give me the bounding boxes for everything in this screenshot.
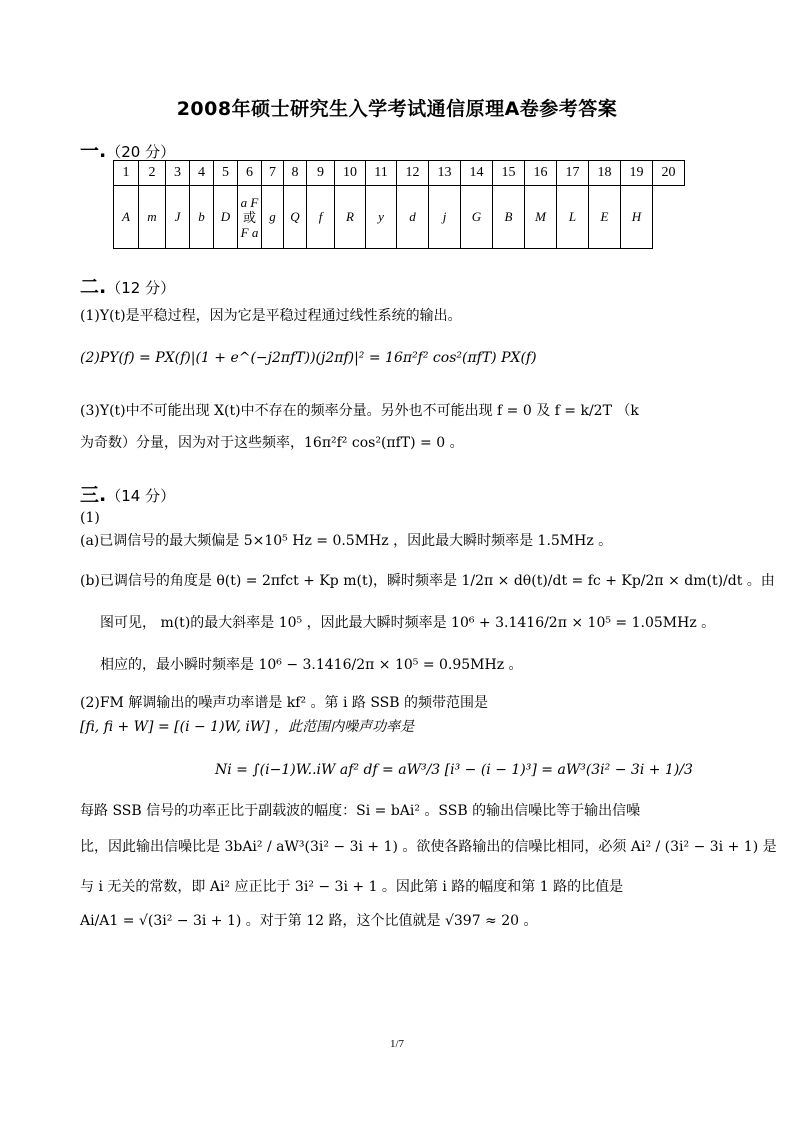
- table-answer-row: [114, 186, 685, 249]
- s3-line-b2: 图可见， m(t)的最大斜率是 10⁵ ，因此最大瞬时频率是 10⁶ + 3.1416/2π × 10⁵ = 1.05MHz 。: [100, 615, 716, 631]
- table-header-cell: 19: [621, 161, 653, 186]
- s2-line-2: (2)PY(f) = PX(f)|(1 + e^(−j2πfT))(j2πf)|² = 16π²f² cos²(πfT) PX(f): [80, 350, 537, 366]
- s3-part-2a: (2)FM 解调输出的噪声功率谱是 kf² 。第 i 路 SSB 的频带范围是: [80, 695, 489, 711]
- table-header-cell: 12: [397, 161, 429, 186]
- section-3-heading: 三.（14 分）: [80, 484, 176, 506]
- table-answer-cell: j: [429, 186, 461, 249]
- s3-line-a: (a)已调信号的最大频偏是 5×10⁵ Hz = 0.5MHz ，因此最大瞬时频率是 1.5MHz 。: [80, 533, 613, 549]
- table-header-cell: 2: [139, 161, 166, 186]
- table-header-cell: 17: [557, 161, 589, 186]
- table-answer-cell: A: [114, 186, 139, 249]
- s3-part-2g: Ai/A1 = √(3i² − 3i + 1) 。对于第 12 路，这个比值就是 √397 ≈ 20 。: [80, 913, 538, 929]
- s3-part-2b: [fi, fi + W] = [(i − 1)W, iW] ，此范围内噪声功率是: [80, 719, 415, 735]
- section-2-heading: 二.（12 分）: [80, 276, 176, 298]
- table-answer-cell: f: [307, 186, 335, 249]
- table-header-cell: 10: [335, 161, 366, 186]
- table-answer-cell: M: [525, 186, 557, 249]
- table-answer-cell: E: [589, 186, 621, 249]
- table-answer-cell: y: [366, 186, 397, 249]
- table-header-cell: 1: [114, 161, 139, 186]
- table-header-cell: 16: [525, 161, 557, 186]
- table-header-cell: 7: [262, 161, 284, 186]
- table-answer-cell: R: [335, 186, 366, 249]
- answer-table: [113, 160, 685, 249]
- page-title: 2008年硕士研究生入学考试通信原理A卷参考答案: [176, 98, 618, 120]
- table-answer-cell: B: [493, 186, 525, 249]
- table-answer-cell: G: [461, 186, 493, 249]
- page-number: 1/7: [389, 1038, 405, 1050]
- table-header-cell: 11: [366, 161, 397, 186]
- s3-line-b1: (b)已调信号的角度是 θ(t) = 2πfct + Kp m(t)，瞬时频率是 1/2π × dθ(t)/dt = fc + Kp/2π × dm(t)/dt 。由: [80, 573, 775, 589]
- table-header-cell: 13: [429, 161, 461, 186]
- s3-integral-equation: Ni = ∫(i−1)W..iW af² df = aW³/3 [i³ − (i − 1)³] = aW³(3i² − 3i + 1)/3: [215, 762, 693, 778]
- table-header-cell: 4: [190, 161, 214, 186]
- table-answer-cell: g: [262, 186, 284, 249]
- table-answer-cell: b: [190, 186, 214, 249]
- s3-part-2f: 与 i 无关的常数，即 Ai² 应正比于 3i² − 3i + 1 。因此第 i 路的幅度和第 1 路的比值是: [80, 879, 624, 895]
- table-answer-cell: H: [621, 186, 653, 249]
- table-answer-cell: L: [557, 186, 589, 249]
- table-answer-cell: J: [166, 186, 190, 249]
- table-header-cell: 18: [589, 161, 621, 186]
- table-header-cell: 8: [284, 161, 307, 186]
- table-answer-cell: D: [214, 186, 238, 249]
- table-answer-cell-split: a F 或 F a: [238, 186, 262, 249]
- table-header-cell: 15: [493, 161, 525, 186]
- s2-line-1: (1)Y(t)是平稳过程，因为它是平稳过程通过线性系统的输出。: [80, 308, 462, 324]
- table-answer-cell: m: [139, 186, 166, 249]
- table-header-cell: 20: [653, 161, 685, 186]
- table-answer-cell: d: [397, 186, 429, 249]
- s3-part-2d: 每路 SSB 信号的功率正比于副载波的幅度：Si = bAi² 。SSB 的输出信噪比等于输出信噪: [80, 803, 641, 819]
- table-header-cell: 9: [307, 161, 335, 186]
- s2-line-3b: 为奇数）分量，因为对于这些频率，16π²f² cos²(πfT) = 0 。: [80, 435, 464, 451]
- s3-part-1: (1): [80, 510, 100, 526]
- table-answer-cell: Q: [284, 186, 307, 249]
- table-header-cell: 6: [238, 161, 262, 186]
- table-header-row: [114, 161, 685, 186]
- table-header-cell: 14: [461, 161, 493, 186]
- table-header-cell: 3: [166, 161, 190, 186]
- s3-line-b3: 相应的，最小瞬时频率是 10⁶ − 3.1416/2π × 10⁵ = 0.95MHz 。: [100, 657, 523, 673]
- s2-line-3a: (3)Y(t)中不可能出现 X(t)中不存在的频率分量。另外也不可能出现 f = 0 及 f = k/2T （k: [80, 403, 639, 419]
- section-1-heading: 一.（20 分）: [80, 140, 176, 162]
- s3-part-2e: 比，因此输出信噪比是 3bAi² / aW³(3i² − 3i + 1) 。欲使各路输出的信噪比相同，必须 Ai² / (3i² − 3i + 1) 是: [80, 839, 777, 855]
- table-header-cell: 5: [214, 161, 238, 186]
